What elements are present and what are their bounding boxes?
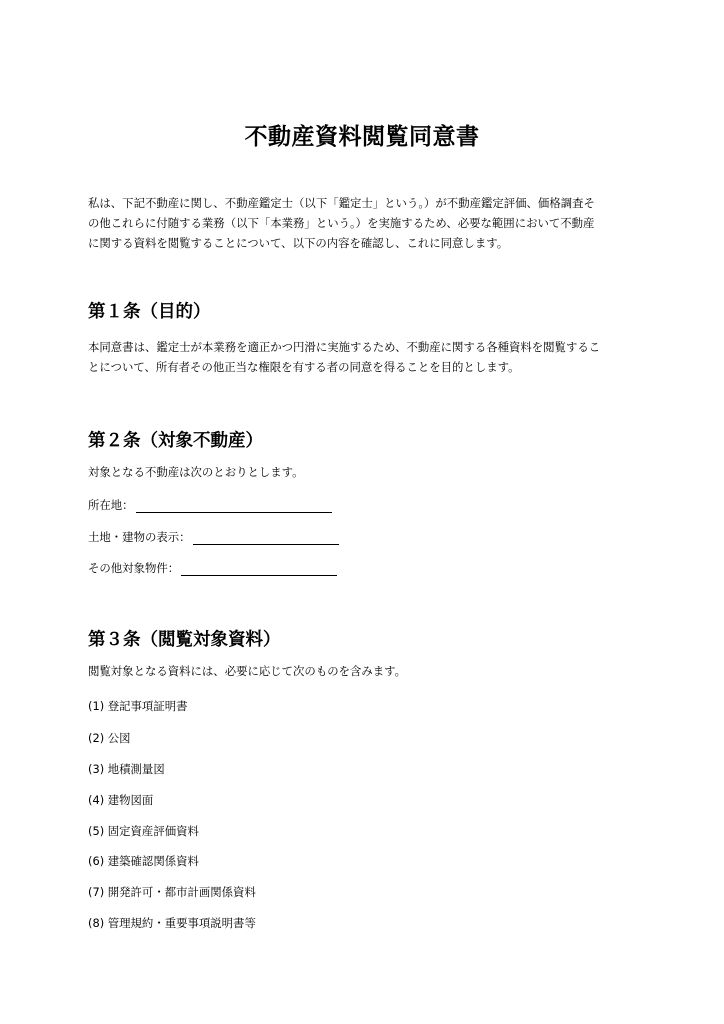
intro-paragraph <box>88 193 642 253</box>
list-item: (2) 公図 <box>88 731 131 745</box>
other-property-blank[interactable] <box>181 563 337 576</box>
article-1-body <box>88 337 600 377</box>
list-item: (3) 地積測量図 <box>88 762 165 776</box>
article-1-heading: 第１条（目的） <box>88 302 211 322</box>
intro-line: 私は、下記不動産に関し、不動産鑑定士（以下「鑑定士」という。）が不動産鑑定評価、価格調査そ <box>88 196 595 210</box>
article-1-line: とについて、所有者その他正当な権限を有する者の同意を得ることを目的とします。 <box>88 360 520 374</box>
other-property-label: その他対象物件： <box>88 561 180 575</box>
article-2-heading: 第２条（対象不動産） <box>88 431 263 451</box>
list-item: (5) 固定資産評価資料 <box>88 824 199 838</box>
location-blank[interactable] <box>136 500 332 513</box>
article-3-lead: 閲覧対象となる資料には、必要に応じて次のものを含みます。 <box>88 664 407 678</box>
list-item: (4) 建物図面 <box>88 793 154 807</box>
location-field[interactable] <box>88 497 332 513</box>
article-1-line: 本同意書は、鑑定士が本業務を適正かつ円滑に実施するため、不動産に関する各種資料を閲覧するこ <box>88 340 601 354</box>
intro-line: の他これらに付随する業務（以下「本業務」という。）を実施するため、必要な範囲において不動産 <box>88 216 595 230</box>
land-building-field[interactable] <box>88 529 339 545</box>
list-item: (7) 開発許可・都市計画関係資料 <box>88 885 256 899</box>
list-item: (8) 管理規約・重要事項説明書等 <box>88 916 256 930</box>
intro-line: に関する資料を閲覧することについて、以下の内容を確認し、これに同意します。 <box>88 236 509 250</box>
article-2-lead: 対象となる不動産は次のとおりとします。 <box>88 465 304 479</box>
document-title: 不動産資料閲覧同意書 <box>244 124 480 150</box>
list-item: (6) 建築確認関係資料 <box>88 854 199 868</box>
land-building-label: 土地・建物の表示： <box>88 530 191 544</box>
land-building-blank[interactable] <box>193 532 339 545</box>
list-item: (1) 登記事項証明書 <box>88 699 188 713</box>
article-3-heading: 第３条（閲覧対象資料） <box>88 630 281 650</box>
other-property-field[interactable] <box>88 560 337 576</box>
location-label: 所在地： <box>88 498 134 512</box>
